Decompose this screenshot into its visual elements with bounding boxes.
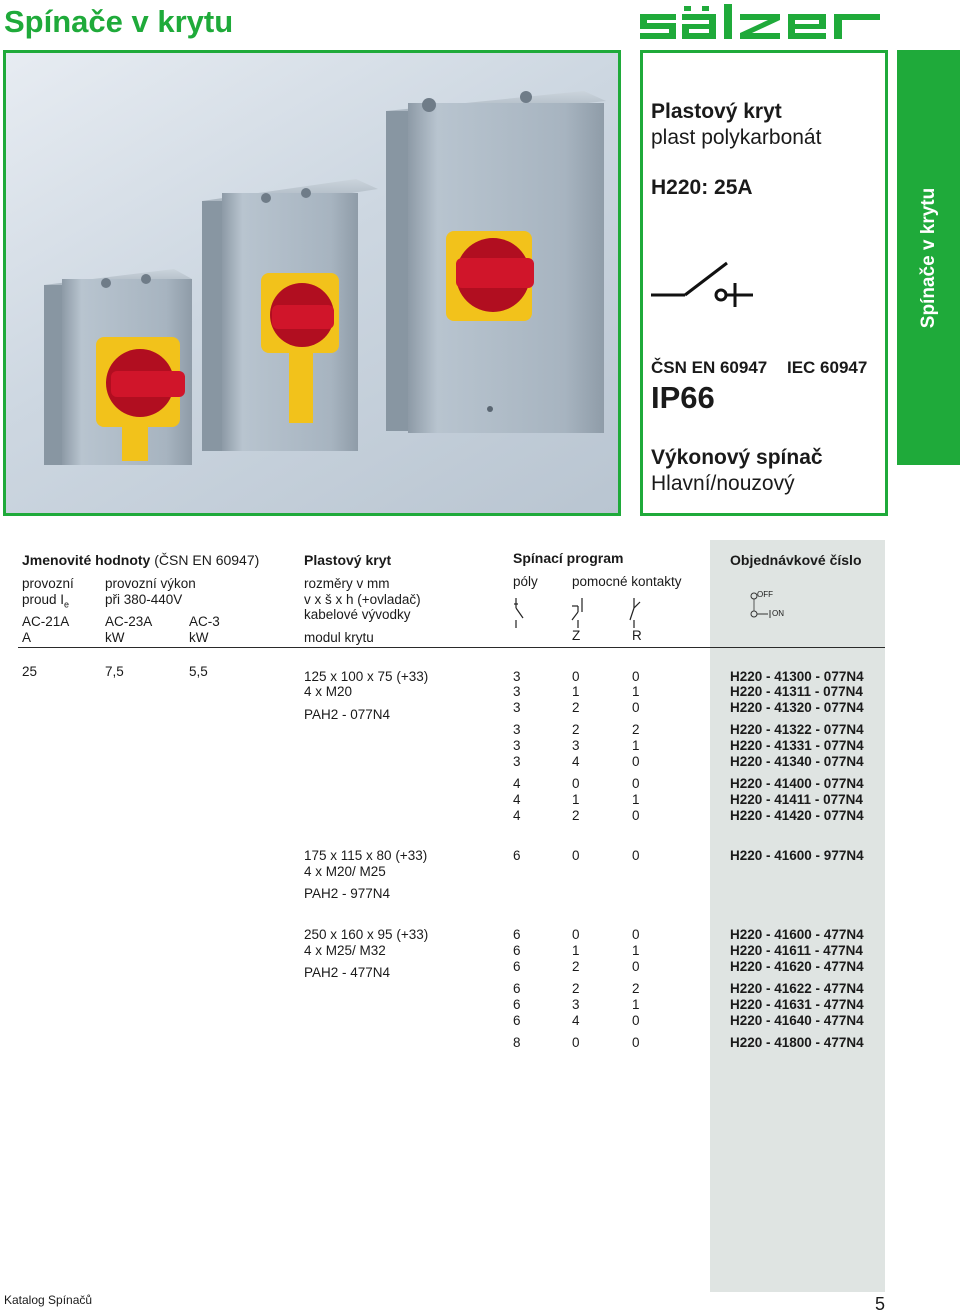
ac3-label: AC-3	[189, 614, 220, 629]
unit-kw-ac23: kW	[105, 630, 125, 645]
ac21-label: AC-21A	[22, 614, 70, 629]
group-glands: 4 x M25/ M32	[304, 943, 386, 958]
row-poles: 3	[513, 738, 521, 753]
row-aux-r: 0	[632, 808, 640, 823]
row-aux-z: 1	[572, 943, 580, 958]
row-order-number: H220 - 41340 - 077N4	[730, 754, 864, 769]
row-order-number: H220 - 41331 - 077N4	[730, 738, 864, 753]
row-poles: 3	[513, 722, 521, 737]
dims-label-1: rozměry v mm	[304, 576, 390, 591]
on-label: ON	[772, 609, 784, 618]
row-aux-r: 0	[632, 1035, 640, 1050]
op-current-label-1: provozní	[22, 576, 74, 591]
op-current-label-2: proud $I_e$	[22, 592, 70, 610]
row-poles: 8	[513, 1035, 521, 1050]
op-power-label-2: při 380-440V	[105, 592, 183, 607]
group-glands: 4 x M20	[304, 684, 353, 699]
row-aux-z: 0	[572, 669, 580, 684]
row-order-number: H220 - 41420 - 077N4	[730, 808, 864, 823]
aux-contact-r-icon	[628, 598, 644, 630]
row-aux-r: 0	[632, 848, 640, 863]
row-aux-z: 0	[572, 1035, 580, 1050]
row-order-number: H220 - 41622 - 477N4	[730, 981, 864, 996]
off-label: OFF	[757, 590, 773, 599]
row-poles: 6	[513, 981, 521, 996]
section-side-tab	[897, 50, 960, 465]
row-order-number: H220 - 41600 - 477N4	[730, 927, 864, 942]
row-order-number: H220 - 41640 - 477N4	[730, 1013, 864, 1028]
header-divider	[18, 647, 885, 648]
row-aux-r: 1	[632, 792, 640, 807]
row-aux-z: 2	[572, 808, 580, 823]
program-header: Spínací program	[513, 550, 624, 566]
row-aux-r: 0	[632, 1013, 640, 1028]
info-ip-rating: IP66	[651, 380, 715, 415]
group-module: PAH2 - 477N4	[304, 965, 391, 980]
row-poles: 3	[513, 669, 521, 684]
row-aux-r: 1	[632, 997, 640, 1012]
housing-header: Plastový kryt	[304, 552, 392, 568]
unit-a: A	[22, 630, 32, 645]
row-aux-z: 4	[572, 1013, 580, 1028]
row-aux-r: 0	[632, 700, 640, 715]
row-aux-r: 0	[632, 959, 640, 974]
row-aux-r: 2	[632, 722, 640, 737]
aux-z-label: Z	[572, 628, 581, 643]
page-number: 5	[875, 1294, 886, 1314]
order-number-column-band	[710, 540, 885, 1292]
medium-enclosure	[202, 179, 378, 451]
dims-label-2: v x š x h (+ovladač)	[304, 592, 421, 607]
row-aux-r: 1	[632, 684, 640, 699]
row-aux-z: 1	[572, 684, 580, 699]
row-order-number: H220 - 41611 - 477N4	[730, 943, 863, 958]
aux-r-label: R	[632, 628, 642, 643]
row-poles: 6	[513, 1013, 521, 1028]
page-title: Spínače v krytu	[4, 4, 234, 39]
info-standard-csn: ČSN EN 60947	[651, 358, 768, 377]
row-poles: 3	[513, 754, 521, 769]
group-dimensions: 125 x 100 x 75 (+33)	[304, 669, 429, 684]
row-order-number: H220 - 41631 - 477N4	[730, 997, 864, 1012]
row-poles: 6	[513, 943, 521, 958]
group-module: PAH2 - 977N4	[304, 886, 391, 901]
aux-contacts-label: pomocné kontakty	[572, 574, 682, 589]
order-number-header: Objednávkové číslo	[730, 552, 862, 568]
ac23-label: AC-23A	[105, 614, 153, 629]
row-aux-z: 2	[572, 959, 580, 974]
row-poles: 4	[513, 776, 521, 791]
row-poles: 6	[513, 927, 521, 942]
row-aux-z: 4	[572, 754, 580, 769]
info-switch-type: Výkonový spínač	[651, 446, 823, 469]
row-order-number: H220 - 41322 - 077N4	[730, 722, 864, 737]
poles-label: póly	[513, 574, 538, 589]
aux-contact-z-icon	[568, 598, 590, 630]
group-glands: 4 x M20/ M25	[304, 864, 386, 879]
info-switch-subtype: Hlavní/nouzový	[651, 472, 795, 495]
dims-label-4: modul krytu	[304, 630, 374, 645]
info-housing-title: Plastový kryt	[651, 100, 782, 123]
row-poles: 4	[513, 792, 521, 807]
row-aux-z: 2	[572, 722, 580, 737]
row-aux-z: 1	[572, 792, 580, 807]
dims-label-3: kabelové vývodky	[304, 607, 411, 622]
row-aux-z: 0	[572, 776, 580, 791]
row-aux-z: 2	[572, 700, 580, 715]
rated-current-value: 25	[22, 664, 38, 679]
row-aux-z: 3	[572, 738, 580, 753]
small-enclosure	[44, 269, 192, 465]
row-aux-z: 0	[572, 927, 580, 942]
row-aux-r: 0	[632, 669, 640, 684]
op-power-label-1: provozní výkon	[105, 576, 196, 591]
row-aux-r: 0	[632, 754, 640, 769]
row-aux-r: 1	[632, 738, 640, 753]
row-order-number: H220 - 41300 - 077N4	[730, 669, 864, 684]
row-aux-r: 2	[632, 981, 640, 996]
row-order-number: H220 - 41320 - 077N4	[730, 700, 864, 715]
group-dimensions: 250 x 160 x 95 (+33)	[304, 927, 429, 942]
row-order-number: H220 - 41400 - 077N4	[730, 776, 864, 791]
row-poles: 6	[513, 997, 521, 1012]
side-tab-label: Spínače v krytu	[917, 187, 939, 328]
row-order-number: H220 - 41411 - 077N4	[730, 792, 863, 807]
group-dimensions: 175 x 115 x 80 (+33)	[304, 848, 428, 863]
ac23-power-value: 7,5	[105, 664, 124, 679]
row-aux-z: 2	[572, 981, 580, 996]
info-standard-iec: IEC 60947	[787, 358, 868, 377]
product-info-box	[640, 50, 888, 516]
ac3-power-value: 5,5	[189, 664, 208, 679]
row-aux-r: 0	[632, 927, 640, 942]
salzer-logo	[640, 4, 888, 42]
info-material: plast polykarbonát	[651, 126, 822, 149]
row-order-number: H220 - 41600 - 977N4	[730, 848, 864, 863]
large-enclosure	[386, 91, 606, 433]
row-aux-r: 0	[632, 776, 640, 791]
pole-contact-icon	[510, 598, 526, 630]
row-aux-z: 3	[572, 997, 580, 1012]
unit-kw-ac3: kW	[189, 630, 209, 645]
row-aux-z: 0	[572, 848, 580, 863]
group-module: PAH2 - 077N4	[304, 707, 391, 722]
info-model: H220: 25A	[651, 176, 753, 199]
row-poles: 6	[513, 848, 521, 863]
row-poles: 3	[513, 684, 521, 699]
row-aux-r: 1	[632, 943, 640, 958]
rated-values-header: Jmenovité hodnoty (ČSN EN 60947)	[22, 552, 260, 568]
row-order-number: H220 - 41311 - 077N4	[730, 684, 863, 699]
row-order-number: H220 - 41800 - 477N4	[730, 1035, 864, 1050]
row-order-number: H220 - 41620 - 477N4	[730, 959, 864, 974]
row-poles: 4	[513, 808, 521, 823]
row-poles: 3	[513, 700, 521, 715]
switch-symbol-icon	[649, 257, 755, 307]
row-poles: 6	[513, 959, 521, 974]
enclosure-switches-illustration	[6, 53, 618, 513]
footer-catalog-label: Katalog Spínačů	[4, 1293, 93, 1307]
product-photo	[3, 50, 621, 516]
